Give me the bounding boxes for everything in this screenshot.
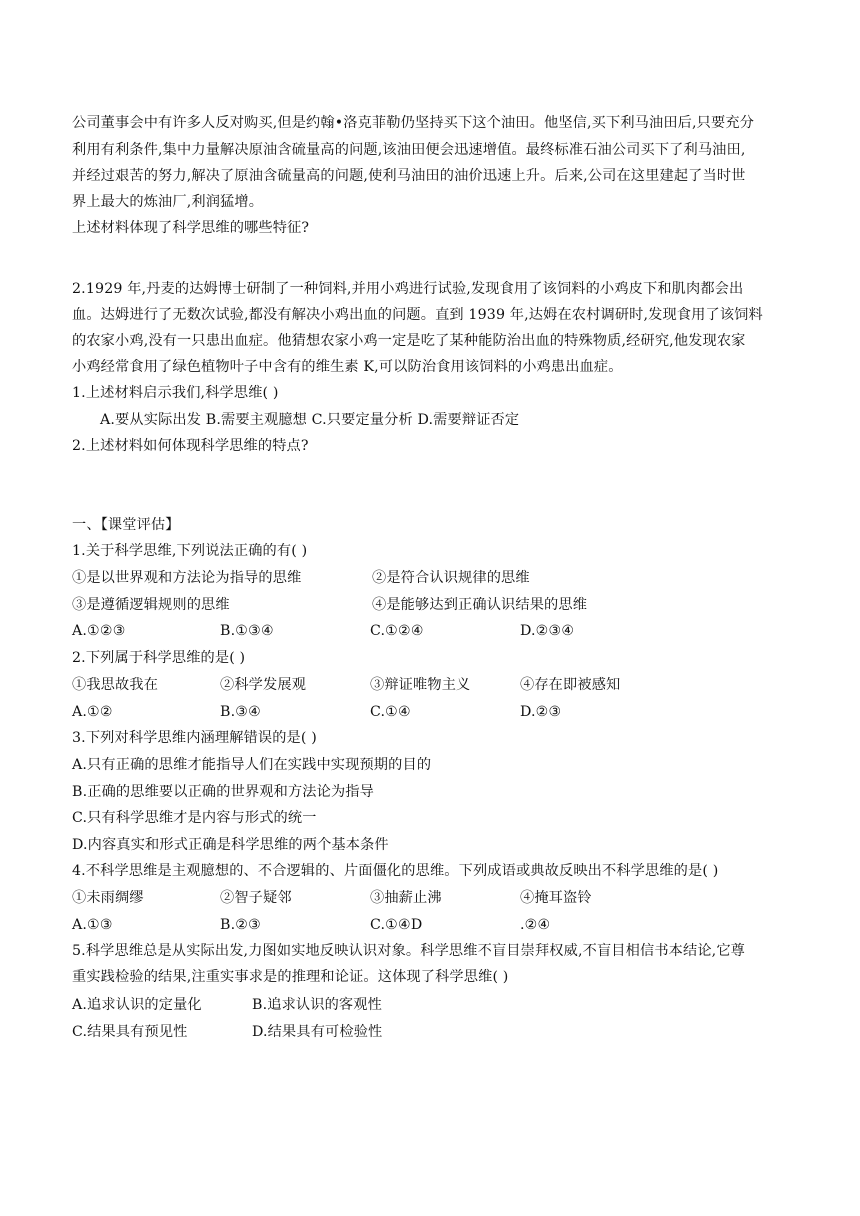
material2-q1-stem: 1.上述材料启示我们,科学思维( ): [72, 385, 279, 401]
answer-option: C.①②④: [370, 623, 424, 639]
question-item: ④是能够达到正确认识结果的思维: [372, 597, 588, 613]
question-item: ②智子疑邻: [220, 890, 292, 906]
question-item: ④掩耳盗铃: [520, 890, 592, 906]
question-item: ②科学发展观: [220, 677, 307, 693]
answer-option: B.②③: [220, 917, 261, 933]
material2-q2-stem: 2.上述材料如何体现科学思维的特点?: [72, 438, 309, 454]
answer-option: C.结果具有预见性: [72, 1024, 188, 1040]
answer-option: A.追求认识的定量化: [72, 997, 202, 1013]
question-stem: 3.下列对科学思维内涵理解错误的是( ): [72, 730, 317, 746]
material1-line: 界上最大的炼油厂,利润猛增。: [72, 194, 264, 210]
question-item: ①我思故我在: [72, 677, 159, 693]
answer-option: C.①④: [370, 704, 411, 720]
question-item: ③抽薪止沸: [370, 890, 442, 906]
answer-option: A.①③: [72, 917, 113, 933]
question-item: ④存在即被感知: [520, 677, 621, 693]
question-item: ①未雨绸缪: [72, 890, 144, 906]
material2-q1-options: A.要从实际出发 B.需要主观臆想 C.只要定量分析 D.需要辩证否定: [100, 412, 520, 428]
answer-option: C.①④D: [370, 917, 423, 933]
section-heading: 一、【课堂评估】: [72, 517, 180, 533]
question-stem: 重实践检验的结果,注重实事求是的推理和论证。这体现了科学思维( ): [72, 969, 509, 985]
material1-line: 公司董事会中有许多人反对购买,但是约翰•洛克菲勒仍坚持买下这个油田。他坚信,买下利马油田后,只要充分: [72, 115, 755, 131]
answer-option: A.①②③: [72, 623, 126, 639]
answer-option: B.③④: [220, 704, 261, 720]
answer-option: B.正确的思维要以正确的世界观和方法论为指导: [72, 784, 374, 800]
material2-line: 血。达姆进行了无数次试验,都没有解决小鸡出血的问题。直到 1939 年,达姆在农村调研时,发现食用了该饲料: [72, 307, 763, 323]
question-stem: 1.关于科学思维,下列说法正确的有( ): [72, 543, 308, 559]
question-stem: 2.下列属于科学思维的是( ): [72, 650, 246, 666]
answer-option: B.追求认识的客观性: [252, 997, 382, 1013]
material1-line: 并经过艰苦的努力,解决了原油含硫量高的问题,使利马油田的油价迅速上升。后来,公司在这里建起了当时世: [72, 168, 746, 184]
answer-option: C.只有科学思维才是内容与形式的统一: [72, 810, 317, 826]
question-item: ③是遵循逻辑规则的思维: [72, 597, 230, 613]
material2-line: 2.1929 年,丹麦的达姆博士研制了一种饲料,并用小鸡进行试验,发现食用了该饲料的小鸡皮下和肌肉都会出: [72, 281, 744, 297]
question-item: ③辩证唯物主义: [370, 677, 471, 693]
question-item: ①是以世界观和方法论为指导的思维: [72, 570, 302, 586]
material2-line: 的农家小鸡,没有一只患出血症。他猜想农家小鸡一定是吃了某种能防治出血的特殊物质,经研究,他发现农家: [72, 333, 746, 349]
material1-line: 利用有利条件,集中力量解决原油含硫量高的问题,该油田便会迅速增值。最终标准石油公司买下了利马油田,: [72, 142, 746, 158]
answer-option: .②④: [520, 917, 551, 933]
answer-option: A.只有正确的思维才能指导人们在实践中实现预期的目的: [72, 757, 432, 773]
answer-option: D.结果具有可检验性: [252, 1024, 383, 1040]
question-item: ②是符合认识规律的思维: [372, 570, 530, 586]
material2-line: 小鸡经常食用了绿色植物叶子中含有的维生素 K,可以防治食用该饲料的小鸡患出血症。: [72, 359, 623, 375]
answer-option: B.①③④: [220, 623, 274, 639]
answer-option: D.②③: [520, 704, 562, 720]
material1-question: 上述材料体现了科学思维的哪些特征?: [72, 220, 310, 236]
question-stem: 5.科学思维总是从实际出发,力图如实地反映认识对象。科学思维不盲目崇拜权威,不盲目相信书本结论,它尊: [72, 943, 746, 959]
question-stem: 4.不科学思维是主观臆想的、不合逻辑的、片面僵化的思维。下列成语或典故反映出不科学思维的是( ): [72, 863, 719, 879]
answer-option: A.①②: [72, 704, 113, 720]
answer-option: D.②③④: [520, 623, 575, 639]
answer-option: D.内容真实和形式正确是科学思维的两个基本条件: [72, 837, 389, 853]
